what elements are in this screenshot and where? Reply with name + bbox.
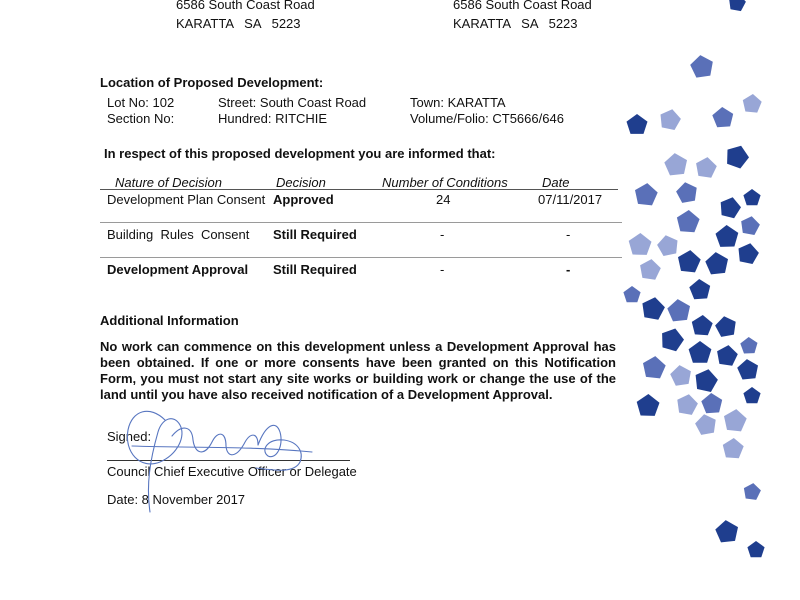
hundred: Hundred: RITCHIE bbox=[218, 111, 328, 126]
row-1-nature: Development Plan Consent bbox=[107, 192, 266, 207]
header-decision: Decision bbox=[276, 175, 326, 190]
additional-text: No work can commence on this development unless a Development Approval has been obtained. If one or more consents have been granted on this Notification Form, you must not start any site works or building work or change the use of the land until you have also received notification of a Development Approval. bbox=[100, 339, 616, 402]
additional-heading: Additional Information bbox=[100, 313, 239, 328]
row-1-decision: Approved bbox=[273, 192, 334, 207]
town: Town: KARATTA bbox=[410, 95, 506, 110]
row-3-nature: Development Approval bbox=[107, 262, 249, 277]
row-1-conditions: 24 bbox=[436, 192, 451, 207]
row-2-date: - bbox=[566, 227, 571, 242]
row-2-nature: Building Rules Consent bbox=[107, 227, 250, 242]
header-date: Date bbox=[542, 175, 570, 190]
applicant-address-street: 6586 South Coast Road bbox=[176, 0, 315, 12]
row-3-decision: Still Required bbox=[273, 262, 357, 277]
row-3-date: - bbox=[566, 262, 571, 277]
decision-intro: In respect of this proposed development you are informed that: bbox=[104, 146, 496, 161]
volume-folio: Volume/Folio: CT5666/646 bbox=[410, 111, 564, 126]
row-2-conditions: - bbox=[440, 227, 445, 242]
signed-label: Signed: bbox=[107, 429, 152, 444]
header-nature: Nature of Decision bbox=[115, 175, 222, 190]
signature-date: Date: 8 November 2017 bbox=[107, 492, 246, 507]
row-2-decision: Still Required bbox=[273, 227, 357, 242]
lot-number: Lot No: 102 bbox=[107, 95, 175, 110]
header-conditions: Number of Conditions bbox=[382, 175, 508, 190]
owner-address-street: 6586 South Coast Road bbox=[453, 0, 592, 12]
applicant-address-town: KARATTA SA 5223 bbox=[176, 16, 301, 31]
row-1-date: 07/11/2017 bbox=[538, 192, 603, 207]
section-number: Section No: bbox=[107, 111, 175, 126]
street: Street: South Coast Road bbox=[218, 95, 367, 110]
officer-title: Council Chief Executive Officer or Delegate bbox=[107, 464, 357, 479]
location-heading: Location of Proposed Development: bbox=[100, 75, 324, 90]
row-3-conditions: - bbox=[440, 262, 445, 277]
owner-address-town: KARATTA SA 5223 bbox=[453, 16, 578, 31]
